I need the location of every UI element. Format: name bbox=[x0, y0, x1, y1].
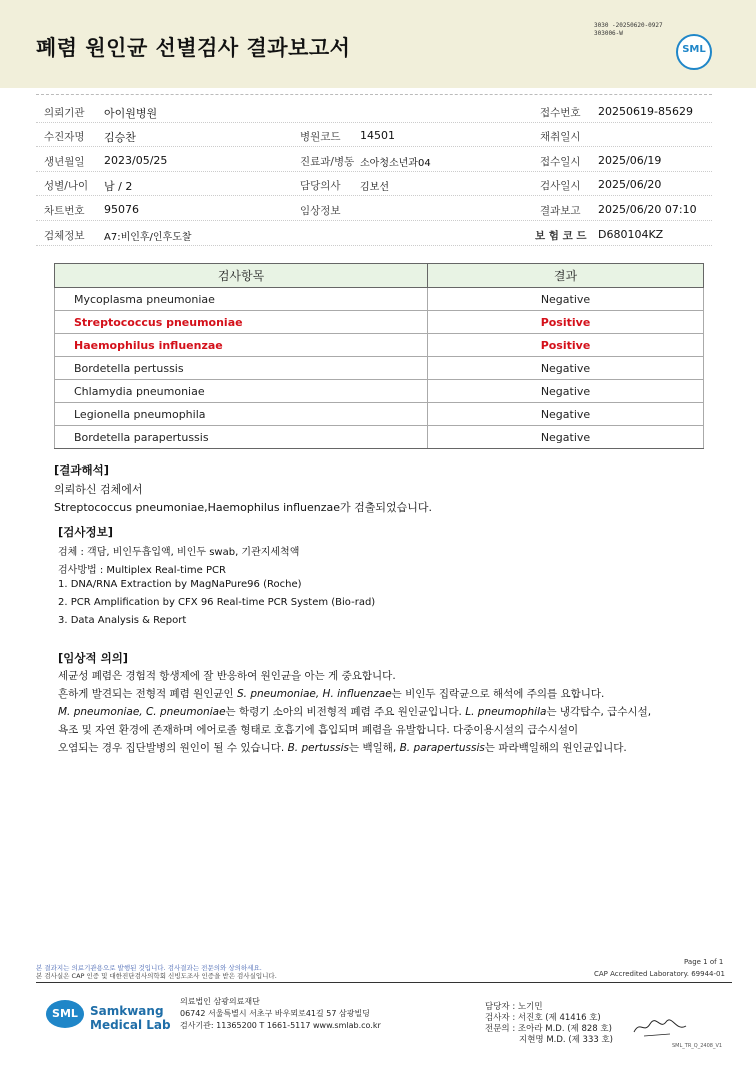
form-code: SML_TR_Q_2408_V1 bbox=[672, 1043, 723, 1049]
test-item-cell: Chlamydia pneumoniae bbox=[55, 380, 428, 403]
row-divider bbox=[36, 146, 712, 147]
test-info-step1: 1. DNA/RNA Extraction by MagNaPure96 (Roche) bbox=[58, 579, 302, 590]
signature-icon bbox=[630, 1012, 690, 1042]
institution-label: 의뢰기관 bbox=[44, 107, 85, 119]
row-divider bbox=[36, 195, 712, 196]
collection-date-label: 채취일시 bbox=[540, 131, 581, 143]
report-value: 2025/06/20 07:10 bbox=[598, 203, 697, 216]
clinical-line1: 세균성 폐렴은 경험적 항생제에 잘 반응하여 원인균을 아는 게 중요합니다. bbox=[58, 670, 396, 682]
receipt-no-value: 20250619-85629 bbox=[598, 105, 693, 118]
insurance-label: 보 험 코 드 bbox=[535, 230, 587, 242]
table-row bbox=[55, 288, 704, 311]
test-date-value: 2025/06/20 bbox=[598, 178, 662, 191]
institution-value: 아이원병원 bbox=[104, 107, 158, 120]
receipt-date-value: 2025/06/19 bbox=[598, 154, 662, 167]
table-row bbox=[55, 426, 704, 449]
specialist-2: 지현명 M.D. (제 333 호) bbox=[519, 1035, 614, 1045]
report-title: 폐렴 원인균 선별검사 결과보고서 bbox=[36, 36, 351, 60]
receipt-no-label: 접수번호 bbox=[540, 107, 581, 119]
doctor-label: 담당의사 bbox=[300, 180, 341, 192]
interpretation-line1: 의뢰하신 검체에서 bbox=[54, 483, 143, 496]
specimen-value: A7:비인후/인후도찰 bbox=[104, 232, 192, 243]
sml-logo-text: SML bbox=[682, 44, 706, 55]
receipt-date-label: 접수일시 bbox=[540, 156, 581, 168]
test-result-cell: Negative bbox=[428, 288, 704, 311]
clinical-line4: 욕조 및 자연 환경에 존재하며 에어로졸 형태로 호흡기에 흡입되며 폐렴을 유발합니다. 다중이용시설의 급수시설이 bbox=[58, 724, 579, 736]
test-result-cell: Negative bbox=[428, 403, 704, 426]
test-item-cell: Legionella pneumophila bbox=[55, 403, 428, 426]
chart-value: 95076 bbox=[104, 203, 139, 216]
test-item-cell: Mycoplasma pneumoniae bbox=[55, 288, 428, 311]
sml-footer-logo-text: SML bbox=[52, 1007, 78, 1020]
hospital-code-value: 14501 bbox=[360, 129, 395, 142]
hospital-code-label: 병원코드 bbox=[300, 131, 341, 143]
address: 06742 서울특별시 서초구 바우뫼로41길 57 삼광빌딩 bbox=[180, 1009, 370, 1018]
interpretation-heading: [결과해석] bbox=[54, 463, 109, 477]
footer-note-2: 본 검사실은 CAP 인증 및 대한진단검사의학회 신빙도조사 인증을 받은 검사실입니다. bbox=[36, 972, 277, 980]
table-header-row bbox=[55, 264, 704, 288]
test-date-label: 검사일시 bbox=[540, 180, 581, 192]
dept-label: 진료과/병동 bbox=[300, 156, 355, 168]
page-number: Page 1 of 1 bbox=[684, 958, 724, 966]
table-row bbox=[55, 403, 704, 426]
specialist-1: 전문의 : 조아라 M.D. (제 828 호) bbox=[485, 1024, 612, 1034]
test-item-cell: Haemophilus influenzae bbox=[55, 334, 428, 357]
cap-accreditation: CAP Accredited Laboratory. 69944-01 bbox=[594, 970, 725, 978]
clinical-line5: 오염되는 경우 집단발병의 원인이 될 수 있습니다. B. pertussis는 백일해, B. parapertussis는 파라백일해의 원인균입니다. bbox=[58, 742, 627, 754]
footer-divider bbox=[36, 982, 732, 983]
interpretation-line2: Streptococcus pneumoniae,Haemophilus influenzae가 검출되었습니다. bbox=[54, 501, 433, 514]
test-item-cell: Bordetella parapertussis bbox=[55, 426, 428, 449]
header-divider bbox=[36, 94, 712, 95]
test-info-specimen: 검체 : 객담, 비인두흡입액, 비인두 swab, 기관지세척액 bbox=[58, 547, 300, 558]
sex-age-value: 남 / 2 bbox=[104, 180, 133, 193]
patient-label: 수진자명 bbox=[44, 131, 85, 143]
doctor-value: 김보선 bbox=[360, 182, 389, 193]
test-info-step2: 2. PCR Amplification by CFX 96 Real-time PCR System (Bio-rad) bbox=[58, 597, 376, 608]
contact-info: 검사기관: 11365200 T 1661-5117 www.smlab.co.kr bbox=[180, 1021, 381, 1030]
test-item-cell: Streptococcus pneumoniae bbox=[55, 311, 428, 334]
test-result-cell: Negative bbox=[428, 380, 704, 403]
patient-value: 김승찬 bbox=[104, 131, 136, 144]
clinical-heading: [임상적 의의] bbox=[58, 651, 129, 665]
table-row bbox=[55, 357, 704, 380]
sex-age-label: 성별/나이 bbox=[44, 180, 89, 192]
report-label: 결과보고 bbox=[540, 205, 581, 217]
tester: 검사자 : 서진호 (제 41416 호) bbox=[485, 1013, 601, 1023]
column-header-item: 검사항목 bbox=[55, 264, 428, 288]
document-subcode: 303006-W bbox=[594, 30, 623, 37]
row-divider bbox=[36, 245, 712, 246]
results-table bbox=[54, 263, 704, 449]
column-header-result: 결과 bbox=[428, 264, 704, 288]
dob-value: 2023/05/25 bbox=[104, 154, 168, 167]
table-row bbox=[55, 311, 704, 334]
footer-note-1: 본 결과지는 의료기관용으로 발행된 것입니다. 검사결과는 전문의와 상의하세요. bbox=[36, 964, 262, 972]
test-result-cell: Negative bbox=[428, 357, 704, 380]
dept-value: 소아청소년과04 bbox=[360, 158, 431, 169]
foundation-name: 의료법인 삼광의료재단 bbox=[180, 997, 260, 1006]
row-divider bbox=[36, 220, 712, 221]
person-in-charge: 담당자 : 노기민 bbox=[485, 1002, 543, 1012]
specimen-label: 검체정보 bbox=[44, 230, 85, 242]
table-row bbox=[55, 334, 704, 357]
test-info-step3: 3. Data Analysis & Report bbox=[58, 615, 187, 626]
row-divider bbox=[36, 122, 712, 123]
test-result-cell: Positive bbox=[428, 334, 704, 357]
clinical-line2: 흔하게 발견되는 전형적 폐렴 원인균인 S. pneumoniae, H. influenzae는 비인두 집락균으로 해석에 주의를 요합니다. bbox=[58, 688, 605, 700]
brand-name-line1: Samkwang bbox=[90, 1004, 164, 1018]
test-info-heading: [검사정보] bbox=[58, 525, 113, 539]
row-divider bbox=[36, 171, 712, 172]
insurance-value: D680104KZ bbox=[598, 228, 664, 241]
test-result-cell: Negative bbox=[428, 426, 704, 449]
brand-name-line2: Medical Lab bbox=[90, 1018, 171, 1032]
test-result-cell: Positive bbox=[428, 311, 704, 334]
clinical-label: 임상정보 bbox=[300, 205, 341, 217]
test-info-method: 검사방법 : Multiplex Real-time PCR bbox=[58, 565, 226, 576]
dob-label: 생년월일 bbox=[44, 156, 85, 168]
document-code: 3030 -20250620-0927 bbox=[594, 22, 663, 29]
clinical-line3: M. pneumoniae, C. pneumoniae는 학령기 소아의 비전형적 폐렴 주요 원인균입니다. L. pneumophila는 냉각탑수, 급수시설, bbox=[58, 706, 652, 718]
chart-label: 차트번호 bbox=[44, 205, 85, 217]
test-item-cell: Bordetella pertussis bbox=[55, 357, 428, 380]
table-row bbox=[55, 380, 704, 403]
